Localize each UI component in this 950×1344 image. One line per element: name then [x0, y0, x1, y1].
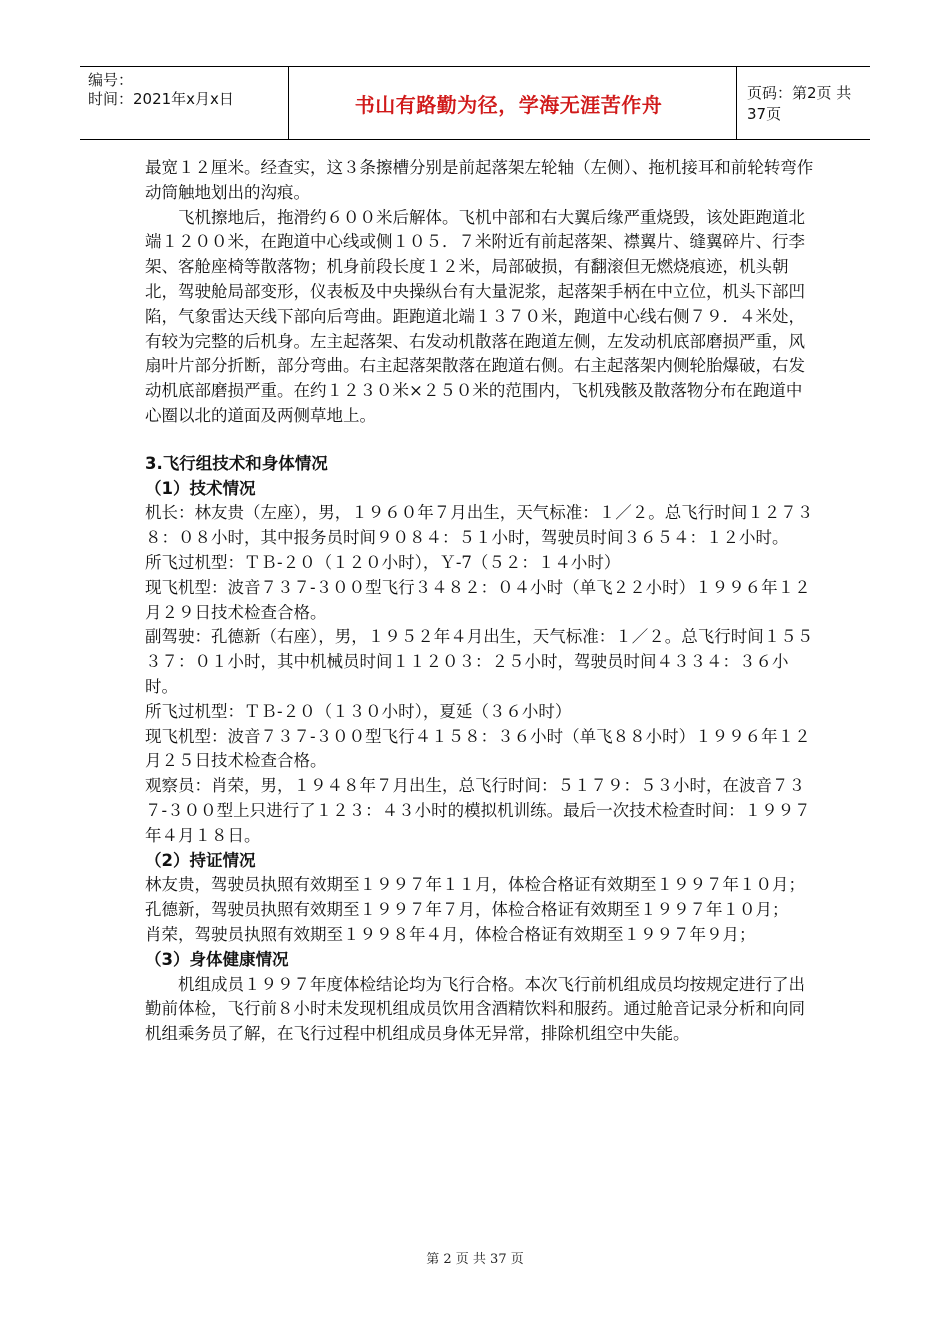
header-motto: 书山有路勤为径，学海无涯苦作舟: [354, 92, 663, 117]
paragraph-scratch-marks: 最宽１２厘米。经查实，这３条擦槽分别是前起落架左轮轴（左侧）、拖机接耳和前轮转弯作动筒触地划出的沟痕。: [145, 158, 814, 202]
paragraph-cert-captain: 林友贵，驾驶员执照有效期至１９９７年１１月，体检合格证有效期至１９９７年１０月；: [145, 875, 805, 895]
header-meta: [80, 67, 289, 139]
paragraph-cert-copilot: 孔德新，驾驶员执照有效期至１９９７年７月，体检合格证有效期至１９９７年１０月；: [145, 900, 789, 920]
paragraph-copilot: 副驾驶：孔德新（右座），男，１９５２年４月出生，天气标准：１／２。总飞行时间１５５３７：０１小时，其中机械员时间１１２０３：２５小时，驾驶员时间４３３４：３６小时。: [145, 627, 814, 696]
spacer: [145, 429, 817, 452]
paragraph-copilot-types: 所飞过机型：ＴＢ-２０（１３０小时），夏延（３６小时）: [145, 701, 572, 721]
subheading-technical: （1）技术情况: [145, 478, 256, 498]
paragraph-health: 机组成员１９９７年度体检结论均为飞行合格。本次飞行前机组成员均按规定进行了出勤前体检，飞行前８小时未发现机组成员饮用含酒精饮料和服药。通过舱音记录分析和向同机组乘务员了解，在飞行过程中机组成员身体无异常，排除机组空中失能。: [145, 974, 805, 1044]
paragraph-copilot-current: 现飞机型：波音７３７-３００型飞行４１５８：３６小时（单飞８８小时）１９９６年１２月２５日技术检查合格。: [145, 726, 811, 771]
page-footer: 第 2 页 共 37 页: [426, 1252, 524, 1267]
page-header: [80, 66, 870, 140]
subheading-certificates: （2）持证情况: [145, 850, 256, 870]
paragraph-captain: 机长：林友贵（左座），男，１９６０年７月出生，天气标准：１／２。总飞行时间１２７３８：０８小时，其中报务员时间９０８４：５１小时，驾驶员时间３６５４：１２小时。: [145, 503, 814, 548]
header-page-number: 页码：第2页 共37页: [747, 84, 852, 123]
header-motto-cell: [281, 67, 737, 139]
document-number: 编号：: [88, 71, 134, 89]
document-body: [145, 156, 817, 1047]
paragraph-captain-current: 现飞机型：波音７３７-３００型飞行３４８２：０４小时（单飞２２小时）１９９６年１２月２９日技术检查合格。: [145, 577, 811, 622]
paragraph-observer: 观察员：肖荣，男，１９４８年７月出生，总飞行时间：５１７９：５３小时，在波音７３７-３００型上只进行了１２３：４３小时的模拟机训练。最后一次技术检查时间：１９９７年４月１８日。: [145, 776, 811, 845]
document-time: 时间：2021年x月x日: [88, 90, 234, 108]
paragraph-wreckage: 飞机擦地后，拖滑约６００米后解体。飞机中部和右大翼后缘严重烧毁，该处距跑道北端１２００米，在跑道中心线或侧１０５．７米附近有前起落架、襟翼片、缝翼碎片、行李架、客舱座椅等散落物；机身前段长度１２米，局部破损，有翻滚但无燃烧痕迹，机头朝北，驾驶舱局部变形，仪表板及中央操纵台有大量泥浆，起落架手柄在中立位，机头下部凹陷，气象雷达天线下部向后弯曲。距跑道北端１３７０米，跑道中心线右侧７９．４米处，有较为完整的后机身。左主起落架、右发动机散落在跑道左侧，左发动机底部磨损严重，风扇叶片部分折断，部分弯曲。右主起落架散落在跑道右侧。右主起落架内侧轮胎爆破，右发动机底部磨损严重。在约１２３０米×２５０米的范围内，飞机残骸及散落物分布在跑道中心圈以北的道面及两侧草地上。: [145, 207, 805, 425]
paragraph-cert-observer: 肖荣，驾驶员执照有效期至１９９８年４月，体检合格证有效期至１９９７年９月；: [145, 924, 756, 944]
section-heading-crew: 3.飞行组技术和身体情况: [145, 453, 328, 473]
subheading-health: （3）身体健康情况: [145, 949, 289, 969]
paragraph-captain-types: 所飞过机型：ＴＢ-２０（１２０小时），Ｙ-7（５２：１４小时）: [145, 552, 621, 572]
